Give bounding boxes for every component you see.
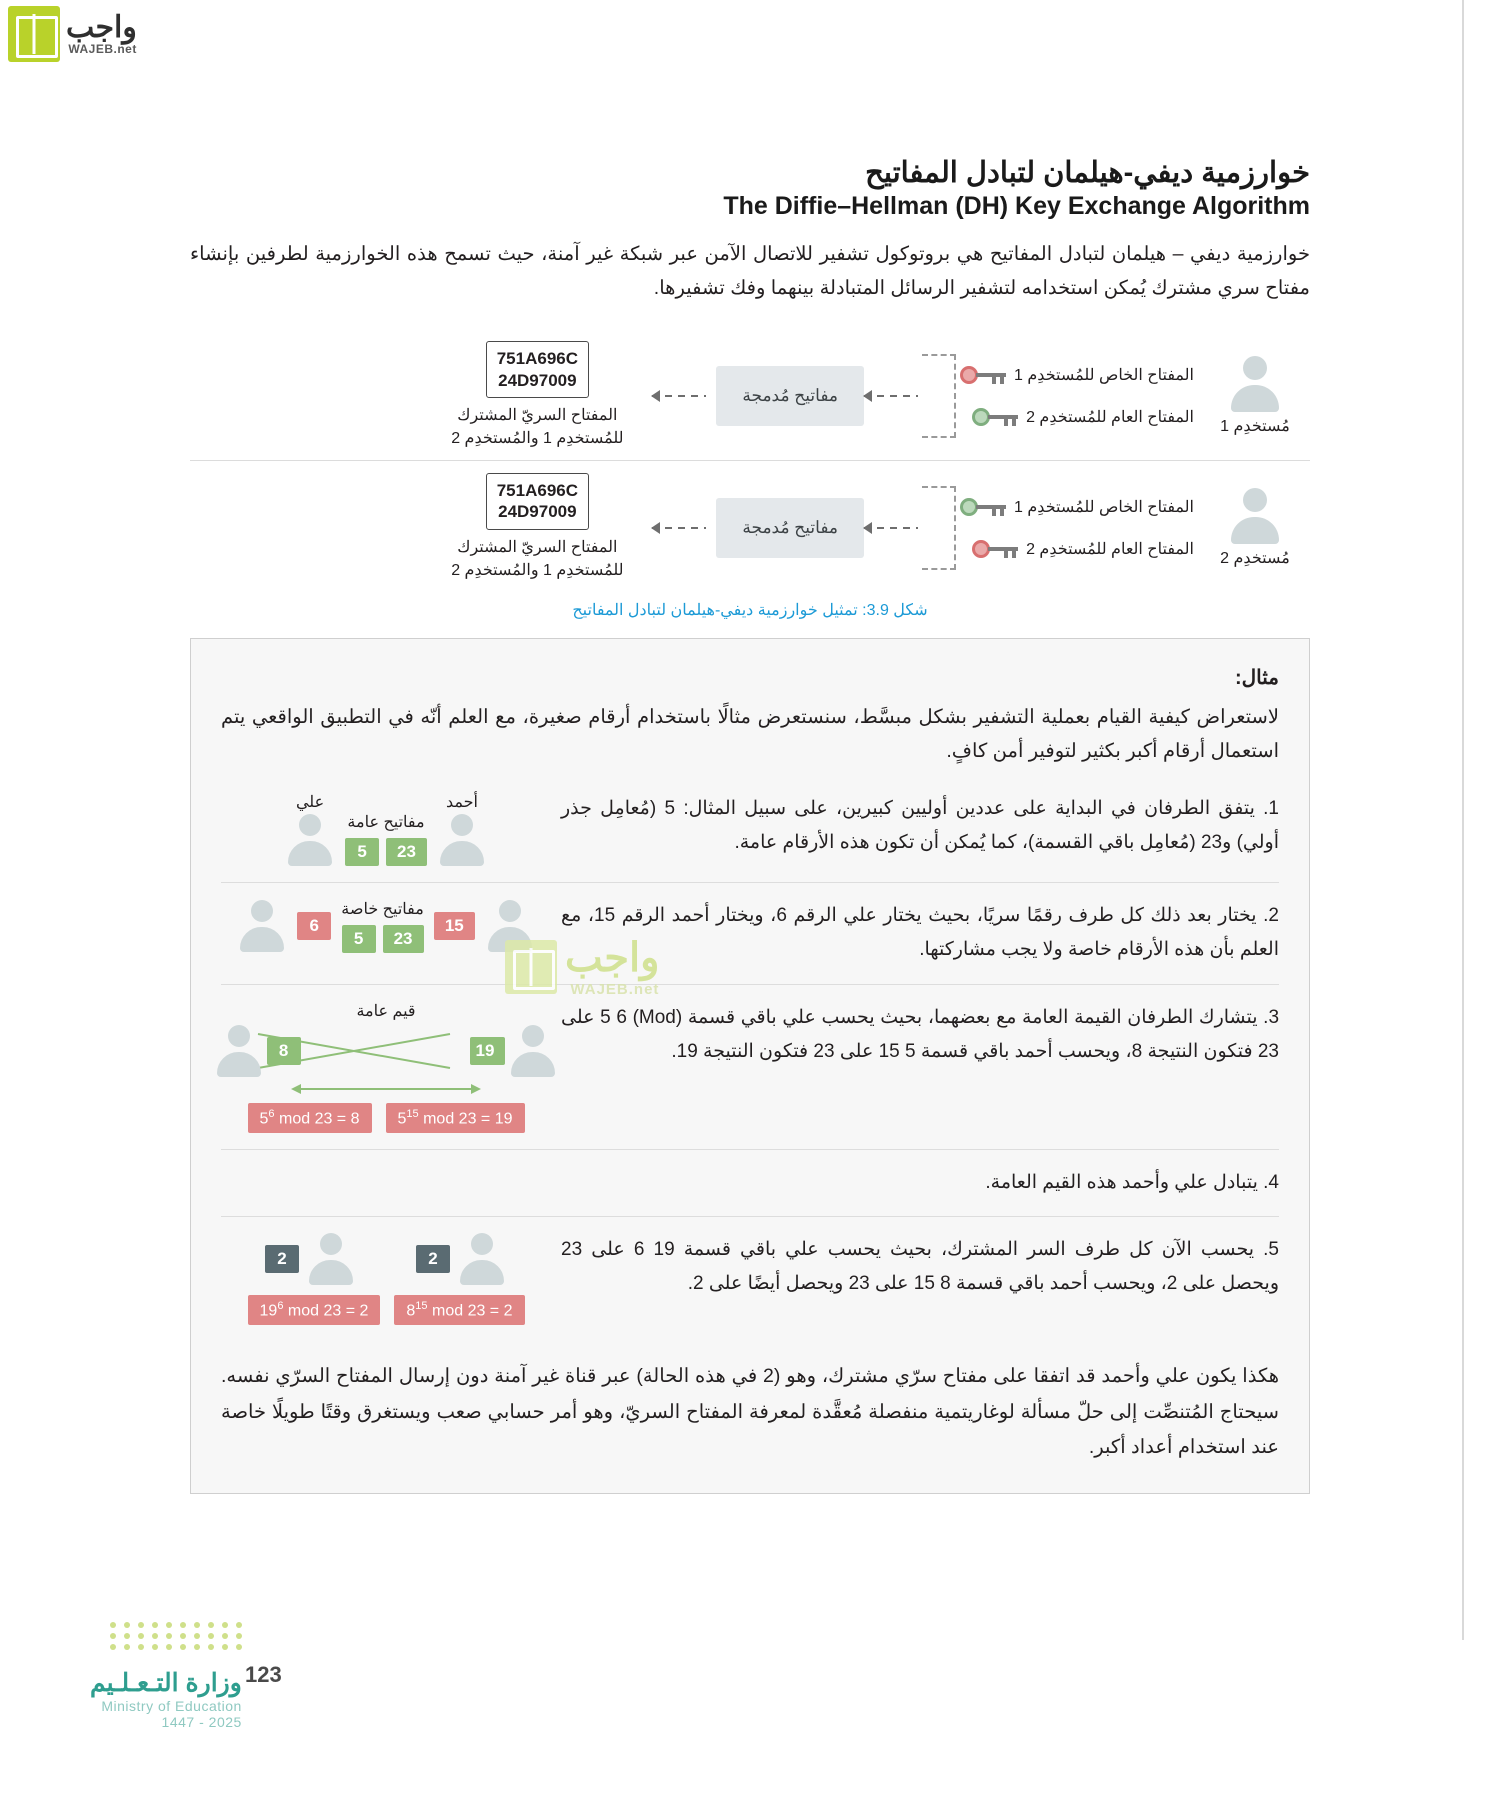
key-icon bbox=[972, 408, 1018, 426]
avatar-user1 bbox=[1200, 356, 1310, 436]
key-icon bbox=[960, 498, 1006, 516]
secret-hex-line1: 751A696C bbox=[496, 349, 578, 369]
merged-keys-box-1: مفاتيح مُدمجة bbox=[716, 366, 864, 426]
exchange-arrows-icon bbox=[291, 1083, 481, 1095]
example-step-3 bbox=[221, 984, 1279, 1149]
formula-ahmed-step3: $5^{15}$ mod 23 = 19 bbox=[386, 1103, 525, 1133]
ministry-name-en: Ministry of Education bbox=[101, 1698, 242, 1714]
page-footer bbox=[90, 1622, 242, 1730]
dh-figure-row-user2 bbox=[190, 461, 1310, 592]
arrow-to-merge-2 bbox=[864, 527, 918, 529]
private-keys-caption: مفاتيح خاصة bbox=[341, 901, 424, 919]
public-key-line-1 bbox=[960, 407, 1194, 427]
ahmed-name-1: أحمد bbox=[445, 794, 478, 812]
key-icon bbox=[972, 540, 1018, 558]
keys-column-user2 bbox=[960, 497, 1194, 559]
person-icon bbox=[1227, 488, 1283, 544]
step-4-text: 4. يتبادل علي وأحمد هذه القيم العامة. bbox=[985, 1171, 1279, 1193]
example-step-4 bbox=[221, 1149, 1279, 1216]
person-icon bbox=[1227, 356, 1283, 412]
ahmed-public-value: 19 bbox=[470, 1037, 505, 1065]
secret-label-2: المفتاح السريّ المشترك للمُستخدِم 1 والمُستخدِم 2 bbox=[451, 538, 624, 579]
secret-hex-line2: 24D97009 bbox=[498, 370, 577, 390]
figure-caption: شكل 3.9: تمثيل خوارزمية ديفي-هيلمان لتبادل المفاتيح bbox=[572, 602, 928, 619]
ali-public-value: 8 bbox=[267, 1037, 301, 1065]
step-5-visual bbox=[221, 1233, 551, 1325]
logo-text-ar: واجب bbox=[66, 11, 137, 44]
ali-shared-secret: 2 bbox=[265, 1245, 299, 1273]
ahmed-shared-secret: 2 bbox=[416, 1245, 450, 1273]
person-icon bbox=[306, 1233, 356, 1285]
person-icon bbox=[437, 814, 487, 866]
example-step-5 bbox=[221, 1216, 1279, 1341]
person-icon bbox=[515, 1025, 551, 1077]
secret-hex-2 bbox=[486, 473, 589, 530]
avatar-user2 bbox=[1200, 488, 1310, 568]
page-number: 123 bbox=[245, 1662, 282, 1687]
page-title-english: The Diffie–Hellman (DH) Key Exchange Algorithm bbox=[723, 192, 1310, 220]
formula-ahmed-step5: $8^{15}$ mod 23 = 2 bbox=[394, 1295, 524, 1325]
watermark-text: واجب bbox=[565, 936, 660, 980]
intro-paragraph: خوارزمية ديفي – هيلمان لتبادل المفاتيح هي بروتوكول تشفير للاتصال الآمن عبر شبكة غير آمنة، حيث تسمح هذه الخوارزمية لطرفين بإنشاء مفتاح سري مشترك يُمكن استخدامه لتشفير الرسائل المتبادلة بينهما وفك تشفيرها. bbox=[190, 243, 1310, 300]
step-2-text: 2. يختار بعد ذلك كل طرف رقمًا سريًا، بحيث يختار علي الرقم 6، ويختار أحمد الرقم 15، مع العلم بأن هذه الأرقام خاصة ولا يجب مشاركتها. bbox=[561, 905, 1279, 961]
public-key-label-1: المفتاح العام للمُستخدِم 2 bbox=[1026, 408, 1194, 426]
private-key-label-2: المفتاح الخاص للمُستخدِم 1 bbox=[1014, 498, 1194, 516]
person-icon bbox=[221, 1025, 257, 1077]
public-values-caption: قيم عامة bbox=[356, 1002, 416, 1020]
arrow-to-merge-1 bbox=[864, 395, 918, 397]
example-outro: هكذا يكون علي وأحمد قد اتفقا على مفتاح سرّي مشترك، وهو (2 في هذه الحالة) عبر قناة غير آمنة دون إرسال المفتاح السرّي نفسه. سيحتاج المُتنصِّت إلى حلّ مسألة لوغاريتمية منفصلة مُعقَّدة لمعرفة المفتاح السريّ، وهو أمر حسابي صعب ويستغرق وقتًا طويلًا خاصة عند استخدام أعداد أكبر. bbox=[221, 1365, 1279, 1458]
page-content bbox=[190, 155, 1310, 1494]
public-chip-23: 23 bbox=[383, 925, 424, 953]
secret-label-1: المفتاح السريّ المشترك للمُستخدِم 1 والمُستخدِم 2 bbox=[451, 406, 624, 447]
watermark-sub: WAJEB.net bbox=[570, 981, 660, 998]
keys-column-user1 bbox=[960, 365, 1194, 427]
merge-bracket bbox=[922, 486, 956, 570]
ali-private-chip: 6 bbox=[297, 912, 331, 940]
ministry-year: 2025 - 1447 bbox=[161, 1714, 242, 1730]
site-logo bbox=[8, 6, 137, 62]
public-chip-23: 23 bbox=[386, 838, 427, 866]
ali-name-1: علي bbox=[295, 794, 325, 812]
arrow-to-secret-2 bbox=[652, 527, 706, 529]
dh-figure-row-user1 bbox=[190, 329, 1310, 461]
secret-hex-line2: 24D97009 bbox=[498, 502, 577, 522]
secret-hex-line1: 751A696C bbox=[496, 481, 578, 501]
example-intro: لاستعراض كيفية القيام بعملية التشفير بشكل مبسَّط، سنستعرض مثالًا باستخدام أرقام صغيرة، مع العلم أنّه في التطبيق الواقعي يتم استعمال أرقام أكبر بكثير لتوفير أمن كافٍ. bbox=[221, 706, 1279, 763]
public-keys-caption: مفاتيح عامة bbox=[347, 814, 425, 832]
decorative-dots bbox=[90, 1622, 242, 1650]
secret-hex-1 bbox=[486, 341, 589, 398]
person-icon bbox=[237, 900, 287, 952]
page-title-arabic: خوارزمية ديفي-هيلمان لتبادل المفاتيح bbox=[865, 157, 1310, 189]
shared-secret-1 bbox=[432, 341, 642, 450]
user2-label: مُستخدِم 2 bbox=[1220, 549, 1290, 567]
public-key-line-2 bbox=[960, 539, 1194, 559]
user1-label: مُستخدِم 1 bbox=[1220, 417, 1290, 435]
step-1-text: 1. يتفق الطرفان في البداية على عددين أوليين كبيرين، على سبيل المثال: 5 (مُعامِل جذر أولي) و23 (مُعامِل باقي القسمة)، كما يُمكن أن تكون هذه الأرقام عامة. bbox=[561, 798, 1279, 854]
merged-keys-box-2: مفاتيح مُدمجة bbox=[716, 498, 864, 558]
arrow-to-secret-1 bbox=[652, 395, 706, 397]
person-icon bbox=[485, 900, 535, 952]
dh-figure bbox=[190, 329, 1310, 620]
ahmed-private-chip: 15 bbox=[434, 912, 475, 940]
merge-bracket bbox=[922, 354, 956, 438]
formula-ali-step5: $19^6$ mod 23 = 2 bbox=[248, 1295, 381, 1325]
step-3-text: 3. يتشارك الطرفان القيمة العامة مع بعضهما، بحيث يحسب علي باقي قسمة (Mod) 5 6 على 23 فتكون النتيجة 8، ويحسب أحمد باقي قسمة 5 15 على 23 فتكون النتيجة 19. bbox=[561, 1006, 1280, 1062]
example-step-2 bbox=[221, 882, 1279, 983]
step-5-text: 5. يحسب الآن كل طرف السر المشترك، بحيث يحسب علي باقي قسمة 19 6 على 23 ويحصل على 2، ويحسب أحمد باقي قسمة 8 15 على 23 ويحصل أيضًا على 2. bbox=[561, 1239, 1279, 1295]
public-chip-5: 5 bbox=[345, 838, 379, 866]
example-title: مثال: bbox=[1234, 667, 1279, 689]
private-key-line-1 bbox=[960, 365, 1194, 385]
public-key-label-2: المفتاح العام للمُستخدِم 2 bbox=[1026, 540, 1194, 558]
step-2-visual bbox=[221, 899, 551, 953]
private-key-label-1: المفتاح الخاص للمُستخدِم 1 bbox=[1014, 366, 1194, 384]
shared-secret-2 bbox=[432, 473, 642, 582]
person-icon bbox=[285, 814, 335, 866]
page-divider-rule bbox=[1462, 0, 1464, 1640]
value-exchange-cross bbox=[311, 1028, 460, 1074]
logo-wordmark bbox=[66, 13, 137, 55]
logo-text-en: WAJEB.net bbox=[68, 42, 137, 56]
formula-ali-step3: $5^6$ mod 23 = 8 bbox=[248, 1103, 372, 1133]
ministry-name-ar: وزارة التـعـلـيم bbox=[90, 1669, 242, 1697]
book-icon bbox=[8, 6, 60, 62]
public-chip-5: 5 bbox=[342, 925, 376, 953]
example-step-1 bbox=[221, 776, 1279, 882]
person-icon bbox=[457, 1233, 507, 1285]
step-3-visual bbox=[221, 1001, 551, 1133]
step-1-visual bbox=[221, 792, 551, 866]
key-icon bbox=[960, 366, 1006, 384]
example-box bbox=[190, 638, 1310, 1494]
private-key-line-2 bbox=[960, 497, 1194, 517]
